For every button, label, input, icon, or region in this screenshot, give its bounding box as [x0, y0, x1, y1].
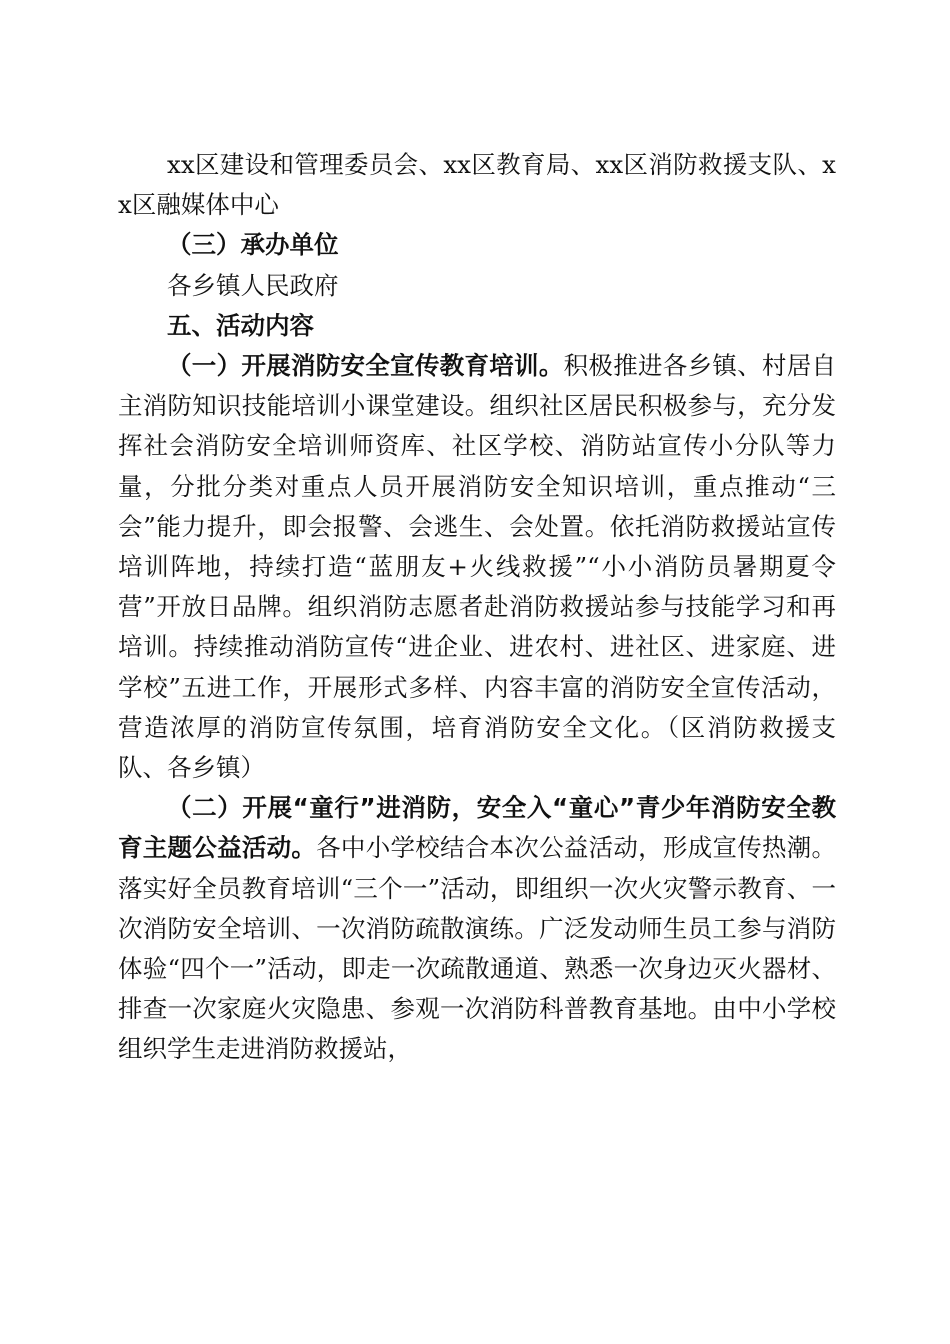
paragraph-organizers	[118, 145, 836, 225]
paragraph-activity-2	[118, 788, 836, 1069]
heading-activity-content: 五、活动内容	[167, 310, 314, 340]
paragraph-host-units	[118, 266, 836, 306]
document-body	[118, 145, 836, 1070]
paragraph-text: 各乡镇人民政府	[167, 270, 339, 300]
paragraph-text: xx区建设和管理委员会、xx区教育局、xx区消防救援支队、xx区融媒体中心	[118, 150, 836, 220]
paragraph-activity-1	[118, 346, 836, 788]
paragraph-lead: （一）开展消防安全宣传教育培训。	[167, 351, 564, 381]
heading-host-units: （三）承办单位	[167, 230, 339, 260]
paragraph-text: 积极推进各乡镇、村居自主消防知识技能培训小课堂建设。组织社区居民积极参与，充分发挥社会消防安全培训师资库、社区学校、消防站宣传小分队等力量，分批分类对重点人员开展消防安全知识培训，重点推动“三会”能力提升，即会报警、会逃生、会处置。依托消防救援站宣传培训阵地，持续打造“蓝朋友+火线救援”“小小消防员暑期夏令营”开放日品牌。组织消防志愿者赴消防救援站参与技能学习和再培训。持续推动消防宣传“进企业、进农村、进社区、进家庭、进学校”五进工作，开展形式多样、内容丰富的消防安全宣传活动，营造浓厚的消防宣传氛围，培育消防安全文化。（区消防救援支队、各乡镇）	[118, 351, 837, 783]
paragraph-lead: （二）开展“童行”进消防，安全入“童心”青少年消防安全教育主题公益活动。	[118, 793, 836, 863]
paragraph-text: 各中小学校结合本次公益活动，形成宣传热潮。落实好全员教育培训“三个一”活动，即组织一次火灾警示教育、一次消防安全培训、一次消防疏散演练。广泛发动师生员工参与消防体验“四个一”活动，即走一次疏散通道、熟悉一次身边灭火器材、排查一次家庭火灾隐患、参观一次消防科普教育基地。由中小学校组织学生走进消防救援站，	[118, 833, 837, 1064]
